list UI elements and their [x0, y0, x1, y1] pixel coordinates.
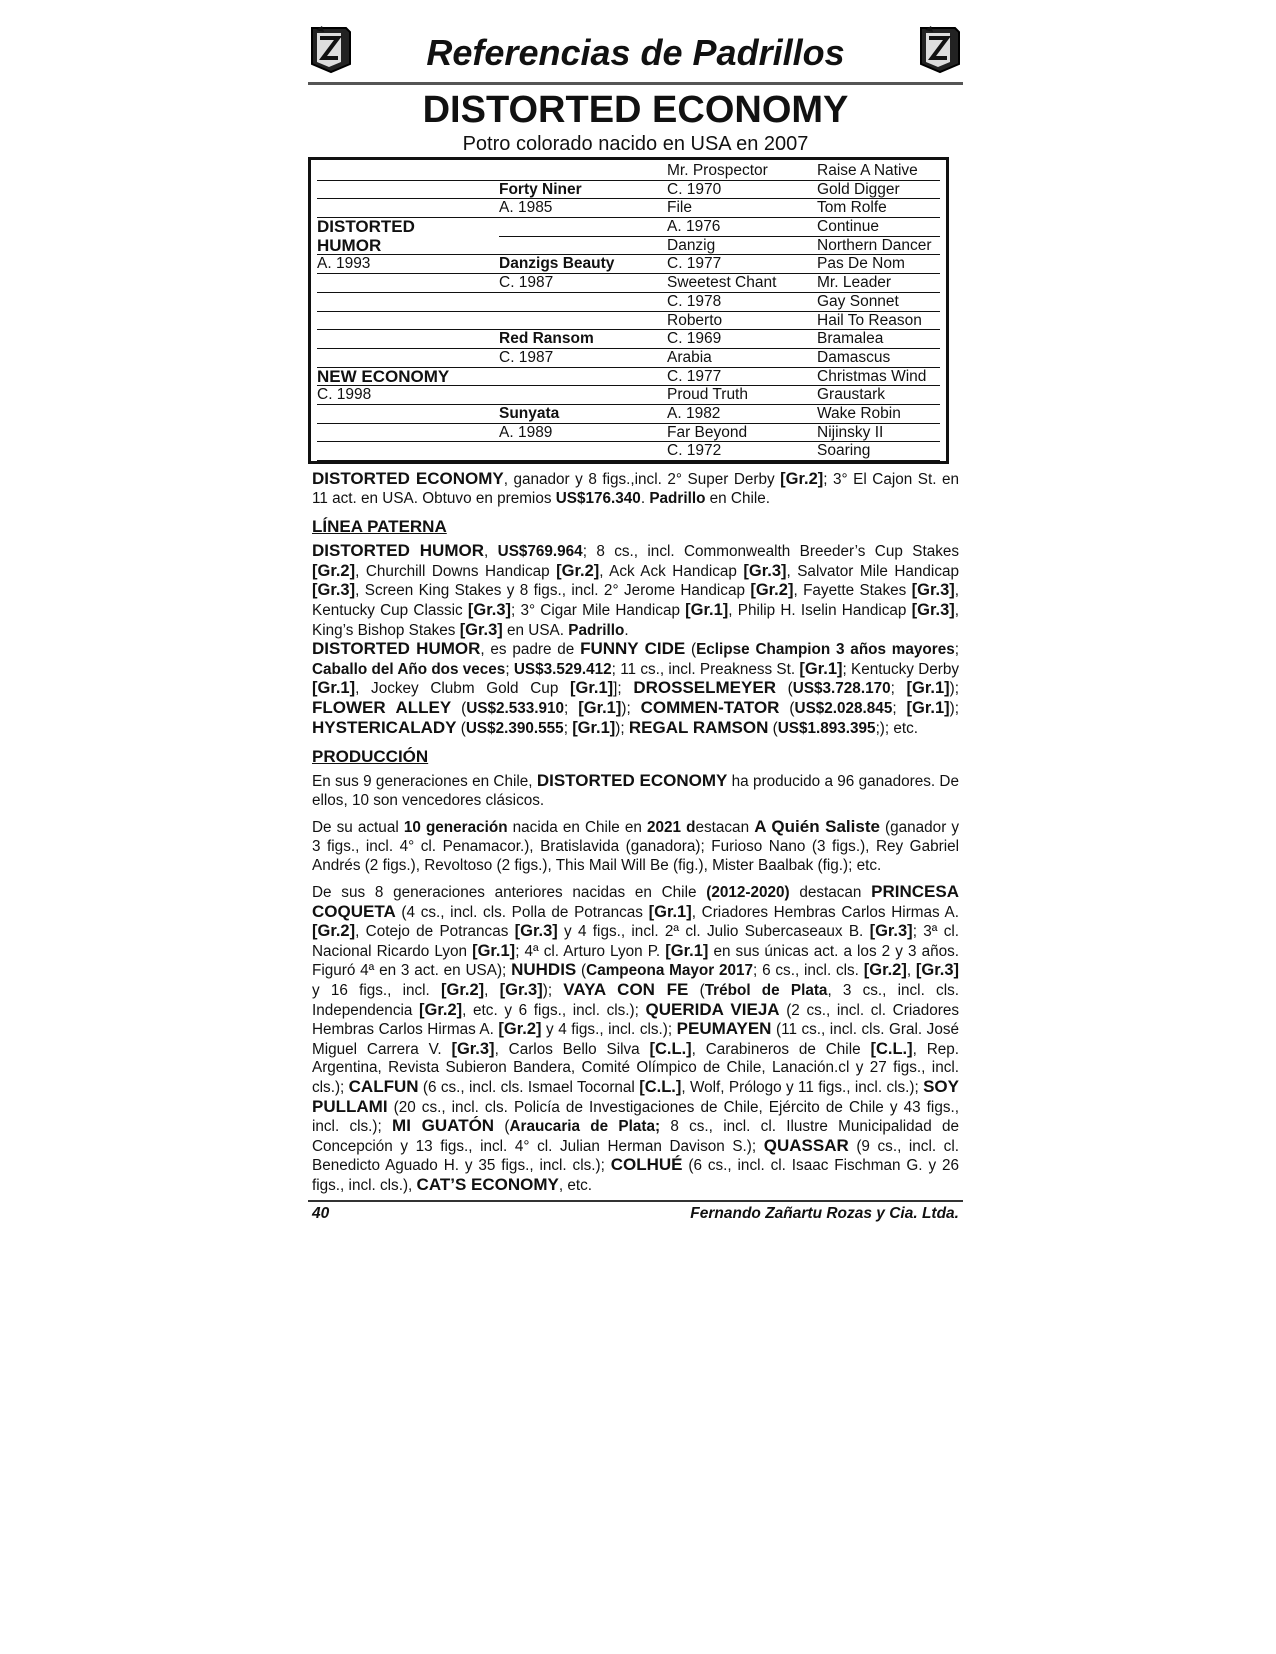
text-run: VAYA CON FE: [563, 980, 689, 1000]
produccion-paragraph: [308, 883, 963, 1196]
pedigree-row: [317, 199, 946, 218]
text-run: (2012-2020): [706, 884, 790, 902]
text-run: US$176.340: [555, 489, 641, 507]
text-run: , es padre de: [480, 641, 581, 659]
text-run: US$1.893.395: [777, 719, 876, 737]
pedigree-cell: [499, 218, 667, 237]
pedigree-cell: File: [667, 199, 817, 218]
text-run: US$2.390.555: [465, 719, 564, 737]
text-run: US$3.529.412: [513, 660, 612, 678]
pedigree-cell: HUMOR: [317, 237, 499, 256]
pedigree-cell: Roberto: [667, 312, 817, 331]
text-run: );: [621, 699, 641, 717]
pedigree-row: [317, 424, 946, 443]
text-run: [Gr.3]: [743, 561, 787, 580]
text-run: , ganador y 8 figs.,incl. 2° Super Derby: [503, 471, 781, 488]
pedigree-row: [317, 386, 946, 405]
text-run: [Gr.3]: [911, 600, 955, 619]
text-run: (: [768, 719, 778, 737]
pedigree-cell: Hail To Reason: [817, 312, 940, 331]
text-run: [Gr.2]: [863, 961, 907, 980]
pedigree-cell: [317, 424, 499, 443]
pedigree-cell: Sunyata: [499, 405, 667, 424]
text-run: [Gr.1]: [799, 659, 843, 678]
text-run: ; 3° El Cajon St. en 11 act. en USA. Obtuvo en premios: [312, 471, 959, 507]
text-run: (2 cs., incl. cl. Criadores Hembras Carlos Hirmas A.: [312, 1001, 959, 1039]
text-run: 2021 d: [647, 819, 696, 837]
text-run: [Gr.2]: [312, 561, 356, 580]
horse-shield-logo: [917, 24, 963, 74]
pedigree-cell: Danzigs Beauty: [499, 255, 667, 274]
text-run: (: [576, 962, 587, 980]
pedigree-cell: A. 1976: [667, 218, 817, 237]
pedigree-row: [317, 181, 946, 200]
pedigree-cell: C. 1977: [667, 255, 817, 274]
text-run: [Gr.3]: [911, 581, 955, 600]
pedigree-row: [317, 274, 946, 293]
text-run: [Gr.3]: [459, 620, 503, 639]
text-run: [Gr.2]: [498, 1020, 542, 1039]
pedigree-cell: Damascus: [817, 349, 940, 368]
text-run: COLHUÉ: [610, 1155, 683, 1175]
pedigree-cell: [499, 368, 667, 387]
pedigree-cell: Wake Robin: [817, 405, 940, 424]
text-run: De su actual: [312, 819, 404, 837]
pedigree-row: [317, 442, 946, 461]
text-run: US$2.028.845: [794, 699, 893, 717]
text-run: , Salvator Mile Handicap: [786, 562, 959, 580]
pedigree-cell: Gold Digger: [817, 181, 940, 200]
section-heading-paterna: LÍNEA PATERNA: [312, 517, 447, 537]
text-run: en sus únicas act. a los 2 y 3 años. Figuró 4ª en 3 act. en USA);: [312, 942, 959, 980]
text-run: [Gr.2]: [750, 581, 794, 600]
text-run: , Kentucky Cup Classic: [312, 582, 959, 619]
pedigree-table: [308, 157, 949, 464]
text-run: ; 4ª cl. Arturo Lyon P.: [515, 942, 666, 960]
text-run: , Wolf, Prólogo y 11 figs., incl. cls.);: [681, 1079, 924, 1097]
pedigree-cell: A. 1985: [499, 199, 667, 218]
text-run: );: [542, 982, 564, 1000]
text-run: PRINCESA COQUETA: [312, 882, 959, 921]
text-run: FUNNY CIDE: [580, 639, 686, 659]
pedigree-cell: C. 1987: [499, 349, 667, 368]
paterna-paragraph: [308, 640, 963, 738]
pedigree-cell: C. 1987: [499, 274, 667, 293]
text-run: , etc.: [558, 1177, 593, 1194]
pedigree-cell: C. 1998: [317, 386, 499, 405]
text-run: ; Kentucky Derby: [842, 660, 960, 678]
text-run: [Gr.3]: [499, 981, 543, 1000]
page: [308, 18, 963, 1223]
publisher: Fernando Zañartu Rozas y Cia. Ltda.: [690, 1204, 959, 1222]
text-run: ,: [906, 962, 916, 980]
text-run: (20 cs., incl. cls. Policía de Investigaciones de Chile, Ejército de Chile y 43 figs., incl. cls.);: [312, 1098, 959, 1136]
pedigree-cell: C. 1978: [667, 293, 817, 312]
text-run: (: [456, 719, 466, 737]
text-run: , Ack Ack Handicap: [599, 562, 744, 580]
pedigree-cell: [317, 349, 499, 368]
text-run: (11 cs., incl. cls. Gral. José Miguel Carrera V.: [312, 1021, 959, 1058]
pedigree-cell: Nijinsky II: [817, 424, 940, 443]
text-run: ;: [563, 719, 573, 737]
text-run: [Gr.3]: [451, 1039, 495, 1058]
pedigree-row: [317, 368, 946, 387]
pedigree-cell: Far Beyond: [667, 424, 817, 443]
page-footer: [308, 1200, 963, 1223]
text-run: , King’s Bishop Stakes: [312, 601, 959, 639]
pedigree-cell: [317, 330, 499, 349]
text-run: FLOWER ALLEY: [312, 697, 452, 717]
text-run: A Quién Saliste: [754, 817, 880, 837]
text-run: [Gr.2]: [556, 561, 600, 580]
pedigree-cell: Christmas Wind: [817, 368, 940, 387]
text-run: [C.L.]: [649, 1039, 692, 1058]
pedigree-row: [317, 162, 946, 181]
text-run: destacan: [789, 884, 872, 902]
text-run: , Jockey Clubm Gold Cup: [355, 680, 571, 698]
text-run: ;: [564, 699, 579, 717]
text-run: .: [640, 489, 650, 507]
text-run: De sus 8 generaciones anteriores nacidas en Chile: [312, 884, 707, 902]
pedigree-row: [317, 330, 946, 349]
text-run: [Gr.1]: [472, 941, 516, 960]
text-run: [Gr.1]: [578, 698, 622, 717]
pedigree-cell: [317, 181, 499, 200]
text-run: QUERIDA VIEJA: [645, 999, 780, 1019]
pedigree-cell: [317, 293, 499, 312]
pedigree-row: [317, 237, 946, 256]
pedigree-cell: [317, 199, 499, 218]
pedigree-cell: Bramalea: [817, 330, 940, 349]
text-run: [Gr.3]: [915, 961, 959, 980]
pedigree-cell: Arabia: [667, 349, 817, 368]
text-run: (6 cs., incl. cls. Ismael Tocornal: [418, 1079, 640, 1097]
page-header: [308, 18, 963, 80]
pedigree-cell: Danzig: [667, 237, 817, 256]
text-run: (4 cs., incl. cls. Polla de Potrancas: [395, 903, 649, 921]
pedigree-row: [317, 218, 946, 237]
text-run: [Gr.1]: [685, 600, 729, 619]
pedigree-cell: [499, 386, 667, 405]
pedigree-cell: [499, 312, 667, 331]
text-run: y 4 figs., incl. 2ª cl. Julio Subercaseaux B.: [557, 923, 870, 941]
pedigree-cell: A. 1989: [499, 424, 667, 443]
text-run: (9 cs., incl. cl. Benedicto Aguado H. y 35 figs., incl. cls.);: [312, 1137, 959, 1175]
text-run: [Gr.2]: [419, 1000, 463, 1019]
text-run: US$2.533.910: [466, 699, 565, 717]
text-run: [Gr.2]: [312, 922, 356, 941]
pedigree-cell: NEW ECONOMY: [317, 368, 499, 387]
text-run: , Carlos Bello Silva: [494, 1040, 650, 1058]
text-run: CAT’S ECONOMY: [416, 1175, 559, 1194]
text-run: , Cotejo de Potrancas: [355, 923, 515, 941]
text-run: ;: [890, 680, 907, 698]
text-run: (6 cs., incl. cl. Isaac Fischman G. y 26 figs., incl. cls.),: [312, 1157, 959, 1194]
text-run: [Gr.2]: [441, 981, 485, 1000]
text-run: DROSSELMEYER: [633, 678, 776, 698]
pedigree-cell: Continue: [817, 218, 940, 237]
section-heading-produccion: PRODUCCIÓN: [312, 747, 429, 767]
text-run: [Gr.3]: [514, 922, 558, 941]
pedigree-cell: C. 1970: [667, 181, 817, 200]
text-run: CALFUN: [348, 1077, 419, 1097]
header-rule: [308, 82, 963, 85]
text-run: [Gr.1]: [906, 679, 950, 698]
text-run: y 16 figs., incl.: [312, 982, 442, 1000]
pedigree-cell: [317, 442, 499, 461]
text-run: ;: [892, 699, 907, 717]
text-run: [Gr.1]: [665, 941, 709, 960]
text-run: estacan: [695, 819, 755, 837]
pedigree-cell: Red Ransom: [499, 330, 667, 349]
text-run: COMMEN-TATOR: [640, 697, 780, 717]
text-run: , Fayette Stakes: [793, 582, 912, 600]
pedigree-row: [317, 312, 946, 331]
pedigree-cell: [499, 162, 667, 181]
text-run: (: [685, 641, 697, 659]
text-run: , etc. y 6 figs., incl. cls.);: [462, 1001, 646, 1019]
text-run: [Gr.1]: [906, 698, 950, 717]
pedigree-cell: Proud Truth: [667, 386, 817, 405]
pedigree-cell: A. 1982: [667, 405, 817, 424]
produccion-paragraph: [308, 818, 963, 875]
pedigree-row: [317, 293, 946, 312]
pedigree-cell: Mr. Prospector: [667, 162, 817, 181]
text-run: ];: [613, 680, 634, 698]
text-run: NUHDIS: [511, 960, 577, 980]
pedigree-cell: Forty Niner: [499, 181, 667, 200]
text-run: );: [949, 699, 959, 717]
text-run: SOY PULLAMI: [312, 1077, 959, 1116]
pedigree-cell: [317, 312, 499, 331]
text-run: ,: [484, 543, 498, 561]
text-run: QUASSAR: [763, 1135, 849, 1155]
text-run: ;: [954, 641, 959, 659]
text-run: , 3 cs., incl. cls. Independencia: [312, 982, 959, 1019]
text-run: y 4 figs., incl. cls.);: [541, 1021, 677, 1039]
pedigree-cell: [499, 442, 667, 461]
pedigree-cell: Soaring: [817, 442, 940, 461]
pedigree-cell: Raise A Native: [817, 162, 940, 181]
pedigree-cell: DISTORTED: [317, 217, 415, 237]
text-run: [C.L.]: [870, 1039, 913, 1058]
text-run: ; 11 cs., incl. Preakness St.: [611, 660, 800, 678]
text-run: Eclipse Champion 3 años mayores: [696, 641, 955, 659]
text-run: US$3.728.170: [792, 680, 891, 698]
text-run: [Gr.3]: [312, 581, 356, 600]
pedigree-cell: [317, 405, 499, 424]
paterna-paragraph: [308, 542, 963, 640]
horse-name: DISTORTED ECONOMY: [422, 89, 849, 131]
text-run: MI GUATÓN: [392, 1116, 495, 1136]
text-run: Caballo del Año dos veces: [312, 660, 506, 678]
text-run: .: [624, 621, 629, 639]
text-run: [Gr.3]: [467, 600, 512, 619]
text-run: ,: [484, 982, 500, 1000]
pedigree-row: [317, 349, 946, 368]
pedigree-cell: C. 1969: [667, 330, 817, 349]
text-run: Trébol de Plata: [704, 982, 828, 1000]
page-number: 40: [312, 1204, 330, 1222]
text-run: (: [779, 699, 795, 717]
text-run: [Gr.1]: [648, 902, 692, 921]
text-run: [Gr.2]: [780, 470, 824, 488]
text-run: [Gr.1]: [570, 679, 614, 698]
text-run: (: [688, 982, 705, 1000]
text-run: , Rep. Argentina, Revista Subieron Bandera, Comité Olímpico de Chile, Lanación.cl y 27 figs., incl. cls.);: [312, 1040, 960, 1097]
pedigree-cell: [317, 274, 499, 293]
pedigree-cell: Graustark: [817, 386, 940, 405]
text-run: [Gr.3]: [869, 922, 913, 941]
text-run: Padrillo: [568, 621, 625, 639]
text-run: ; 6 cs., incl. cls.: [753, 962, 864, 980]
text-run: ; 3° Cigar Mile Handicap: [511, 601, 686, 619]
text-run: US$769.964: [497, 543, 583, 561]
text-run: [Gr.1]: [572, 718, 616, 737]
pedigree-cell: [499, 293, 667, 312]
text-run: (: [775, 680, 793, 698]
text-run: nacida en Chile en: [507, 819, 648, 837]
text-run: DISTORTED HUMOR: [312, 639, 481, 659]
text-run: PEUMAYEN: [676, 1019, 772, 1039]
text-run: (: [494, 1118, 510, 1136]
pedigree-cell: [317, 162, 499, 181]
pedigree-cell: Tom Rolfe: [817, 199, 940, 218]
text-run: REGAL RAMSON: [628, 717, 769, 737]
text-run: 10 generación: [403, 819, 508, 837]
text-run: ;); etc.: [875, 719, 919, 737]
text-run: , Criadores Hembras Carlos Hirmas A.: [691, 903, 959, 921]
text-run: DISTORTED ECONOMY: [312, 469, 504, 488]
page-title: Referencias de Padrillos: [426, 32, 845, 73]
pedigree-cell: Mr. Leader: [817, 274, 940, 293]
pedigree-row: [317, 255, 946, 274]
text-run: , Screen King Stakes y 8 figs., incl. 2° Jerome Handicap: [355, 582, 751, 600]
pedigree-cell: [499, 237, 667, 256]
text-run: );: [949, 680, 960, 698]
text-run: ; 8 cs., incl. Commonwealth Breeder’s Cup Stakes: [582, 543, 960, 561]
pedigree-cell: Northern Dancer: [817, 237, 940, 256]
text-run: [Gr.1]: [312, 679, 356, 698]
text-run: En sus 9 generaciones en Chile,: [312, 773, 537, 791]
pedigree-cell: C. 1972: [667, 442, 817, 461]
text-run: Araucaria de Plata;: [509, 1118, 661, 1136]
text-run: HYSTERICALADY: [312, 717, 457, 737]
horse-subtitle: Potro colorado nacido en USA en 2007: [462, 133, 809, 155]
text-run: en USA.: [502, 621, 569, 639]
pedigree-row: [317, 405, 946, 424]
pedigree-cell: A. 1993: [317, 255, 499, 274]
text-run: 8 cs., incl. cl. Ilustre Municipalidad de Concepción y 13 figs., incl. 4° cl. Julian Herman Davison S.);: [312, 1118, 959, 1155]
produccion-paragraph: [308, 772, 963, 810]
pedigree-cell: Sweetest Chant: [667, 274, 817, 293]
text-run: [C.L.]: [639, 1078, 682, 1097]
text-run: ;: [505, 660, 514, 678]
pedigree-cell: C. 1977: [667, 368, 817, 387]
pedigree-cell: Gay Sonnet: [817, 293, 940, 312]
intro-paragraph: [308, 470, 963, 508]
text-run: , Churchill Downs Handicap: [355, 562, 557, 580]
text-run: Padrillo: [649, 489, 706, 507]
text-run: );: [615, 719, 629, 737]
text-run: Campeona Mayor 2017: [586, 962, 754, 980]
text-run: en Chile.: [705, 489, 771, 507]
text-run: ; 3ª cl. Nacional Ricardo Lyon: [312, 923, 959, 960]
text-run: DISTORTED ECONOMY: [536, 771, 728, 791]
pedigree-cell: Pas De Nom: [817, 255, 940, 274]
text-run: (ganador y 3 figs., incl. 4° cl. Penamacor.), Bratislavida (ganadora); Furioso Nano (3 figs.), Rey Gabriel Andrés (2 figs.), Revoltoso (2 figs.), This Mail Will Be (fig.), Mister Baalbak (fig.); etc.: [312, 819, 960, 874]
text-run: (: [451, 699, 467, 717]
text-run: , Carabineros de Chile: [691, 1040, 871, 1058]
text-run: , Philip H. Iselin Handicap: [728, 601, 912, 619]
text-run: ha producido a 96 ganadores. De ellos, 10 son vencedores clásicos.: [312, 773, 959, 809]
text-run: DISTORTED HUMOR: [312, 541, 484, 561]
